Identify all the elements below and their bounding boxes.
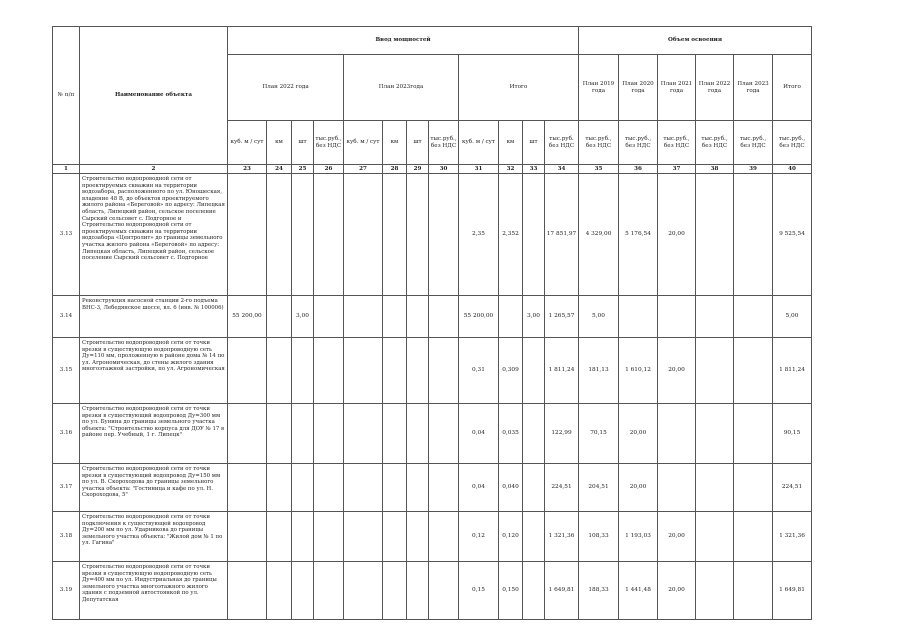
col-index: 37 <box>658 165 696 174</box>
funding-2021-header: План 2021 года <box>658 55 696 121</box>
col-index: 34 <box>545 165 579 174</box>
value-cell <box>314 174 344 296</box>
value-cell <box>407 296 429 338</box>
document-page <box>52 26 812 620</box>
value-cell: 1 321,36 <box>773 512 812 562</box>
value-cell <box>314 512 344 562</box>
value-cell <box>734 338 773 404</box>
value-cell <box>228 562 267 620</box>
value-cell: 55 200,00 <box>228 296 267 338</box>
value-cell <box>734 512 773 562</box>
table-row <box>53 174 812 296</box>
value-cell: 0,040 <box>499 464 523 512</box>
capacity-group-header: Ввод мощностей <box>228 27 579 55</box>
value-cell: 1 441,48 <box>619 562 658 620</box>
value-cell <box>383 464 407 512</box>
value-cell: 0,04 <box>459 464 499 512</box>
value-cell <box>292 404 314 464</box>
value-cell: 1 649,81 <box>545 562 579 620</box>
funding-total-header: Итого <box>773 55 812 121</box>
value-cell: 122,99 <box>545 404 579 464</box>
value-cell <box>523 404 545 464</box>
value-cell <box>696 464 734 512</box>
row-number: 3.17 <box>53 464 80 512</box>
value-cell <box>429 338 459 404</box>
table-row <box>53 562 812 620</box>
value-cell <box>734 464 773 512</box>
value-cell <box>267 562 292 620</box>
value-cell <box>383 174 407 296</box>
unit-rub: тыс.руб. без НДС <box>545 121 579 165</box>
value-cell <box>383 562 407 620</box>
value-cell <box>267 404 292 464</box>
value-cell <box>267 338 292 404</box>
value-cell: 224,51 <box>545 464 579 512</box>
value-cell <box>523 562 545 620</box>
unit-cub: куб. м / сут <box>459 121 499 165</box>
col-index: 23 <box>228 165 267 174</box>
unit-sht: шт <box>523 121 545 165</box>
value-cell <box>696 338 734 404</box>
value-cell <box>696 296 734 338</box>
plan-2023-header: План 2023года <box>344 55 459 121</box>
value-cell <box>344 464 383 512</box>
col-index: 24 <box>267 165 292 174</box>
value-cell <box>407 338 429 404</box>
value-cell <box>344 562 383 620</box>
unit-rub: тыс.руб., без НДС <box>658 121 696 165</box>
col-index: 29 <box>407 165 429 174</box>
funding-2019-header: План 2019 года <box>579 55 619 121</box>
value-cell: 0,035 <box>499 404 523 464</box>
unit-sht: шт <box>292 121 314 165</box>
total-capacity-header: Итого <box>459 55 579 121</box>
value-cell <box>407 404 429 464</box>
value-cell <box>429 296 459 338</box>
col-index: 28 <box>383 165 407 174</box>
value-cell: 0,309 <box>499 338 523 404</box>
value-cell <box>658 464 696 512</box>
value-cell <box>407 464 429 512</box>
value-cell <box>314 562 344 620</box>
value-cell: 0,31 <box>459 338 499 404</box>
unit-km: км <box>383 121 407 165</box>
value-cell <box>429 512 459 562</box>
value-cell: 0,15 <box>459 562 499 620</box>
value-cell <box>314 296 344 338</box>
col-index: 27 <box>344 165 383 174</box>
value-cell <box>314 464 344 512</box>
value-cell: 1 811,24 <box>545 338 579 404</box>
col-index: 26 <box>314 165 344 174</box>
value-cell <box>407 562 429 620</box>
table-row <box>53 338 812 404</box>
value-cell <box>314 338 344 404</box>
table-row <box>53 464 812 512</box>
unit-cub: куб. м / сут <box>228 121 267 165</box>
value-cell: 204,51 <box>579 464 619 512</box>
value-cell: 20,00 <box>658 562 696 620</box>
col-index: 36 <box>619 165 658 174</box>
value-cell <box>344 404 383 464</box>
value-cell: 5,00 <box>773 296 812 338</box>
unit-rub: тыс.руб., без НДС <box>696 121 734 165</box>
unit-km: км <box>267 121 292 165</box>
value-cell <box>228 174 267 296</box>
value-cell <box>228 404 267 464</box>
value-cell <box>734 174 773 296</box>
plan-2022-header: План 2022 года <box>228 55 344 121</box>
value-cell <box>383 512 407 562</box>
unit-rub: тыс.руб., без НДС <box>579 121 619 165</box>
value-cell <box>407 174 429 296</box>
value-cell <box>658 404 696 464</box>
row-number: 3.16 <box>53 404 80 464</box>
value-cell <box>499 296 523 338</box>
investment-table <box>52 26 812 620</box>
value-cell: 5,00 <box>579 296 619 338</box>
table-row <box>53 296 812 338</box>
value-cell <box>429 464 459 512</box>
value-cell <box>292 174 314 296</box>
row-number: 3.13 <box>53 174 80 296</box>
value-cell <box>292 338 314 404</box>
value-cell <box>292 512 314 562</box>
value-cell: 0,04 <box>459 404 499 464</box>
table-row <box>53 512 812 562</box>
funding-2022-header: План 2022 года <box>696 55 734 121</box>
value-cell <box>523 512 545 562</box>
value-cell: 1 811,24 <box>773 338 812 404</box>
row-number: 3.18 <box>53 512 80 562</box>
col-index: 35 <box>579 165 619 174</box>
value-cell: 3,00 <box>292 296 314 338</box>
value-cell: 0,12 <box>459 512 499 562</box>
table-row <box>53 404 812 464</box>
value-cell <box>696 562 734 620</box>
object-name: Строительство водопроводной сети от точки врезки в существующую водопроводную сеть Ду=110 мм, проложенную в районе дома № 14 по ул. Агрономическая, до стены жилого здания многоэтажной застройки, по ул. Агрономическая <box>80 338 228 404</box>
object-name: Строительство водопроводной сети от точки врезки в существующую водопроводную сеть Ду=400 мм по ул. Индустриальная до границы земельного участка многоэтажного жилого здания с подземной автостоянкой по ул. Депутатская <box>80 562 228 620</box>
value-cell <box>292 464 314 512</box>
value-cell <box>228 338 267 404</box>
value-cell <box>696 404 734 464</box>
unit-rub: тыс.руб., без НДС <box>734 121 773 165</box>
value-cell: 181,13 <box>579 338 619 404</box>
row-number: 3.14 <box>53 296 80 338</box>
value-cell <box>344 174 383 296</box>
value-cell <box>344 338 383 404</box>
value-cell: 2,35 <box>459 174 499 296</box>
value-cell <box>696 512 734 562</box>
funding-group-header: Объем освоения <box>579 27 812 55</box>
value-cell <box>407 512 429 562</box>
value-cell <box>383 338 407 404</box>
col-index: 1 <box>53 165 80 174</box>
funding-2020-header: План 2020 года <box>619 55 658 121</box>
col-index: 2 <box>80 165 228 174</box>
funding-2023-header: План 2023 года <box>734 55 773 121</box>
value-cell <box>734 562 773 620</box>
value-cell <box>658 296 696 338</box>
value-cell <box>314 404 344 464</box>
value-cell <box>383 404 407 464</box>
value-cell: 1 321,36 <box>545 512 579 562</box>
value-cell <box>429 404 459 464</box>
object-name: Реконструкция насосной станции 2-го подъема ВНС-3, Лебедянское шоссе, вл. 6 (инв. № 100006) <box>80 296 228 338</box>
object-name: Строительство водопроводной сети от точки врезки в существующий водопровод Ду=300 мм по ул. Бунина до границы земельного участка объекта: "Строительство корпуса для ДОУ № 17 в районе пер. Учебный, 1 г. Липецк" <box>80 404 228 464</box>
value-cell: 224,51 <box>773 464 812 512</box>
value-cell <box>292 562 314 620</box>
object-name: Строительство водопроводной сети от точки врезки в существующий водопровод Ду=150 мм по ул. В. Скороходова до границы земельного участка объекта: "Гостиница и кафе по ул. Н. Скороходова, 5" <box>80 464 228 512</box>
value-cell: 5 176,54 <box>619 174 658 296</box>
row-number: 3.15 <box>53 338 80 404</box>
unit-rub: тыс.руб., без НДС <box>773 121 812 165</box>
value-cell <box>523 174 545 296</box>
value-cell <box>267 464 292 512</box>
col-index: 25 <box>292 165 314 174</box>
col-name-header: Наименование объекта <box>80 27 228 165</box>
value-cell: 70,15 <box>579 404 619 464</box>
value-cell: 108,33 <box>579 512 619 562</box>
value-cell <box>429 562 459 620</box>
value-cell: 17 851,97 <box>545 174 579 296</box>
value-cell <box>267 174 292 296</box>
value-cell: 1 265,57 <box>545 296 579 338</box>
value-cell <box>619 296 658 338</box>
value-cell <box>383 296 407 338</box>
value-cell: 4 329,00 <box>579 174 619 296</box>
value-cell: 20,00 <box>619 464 658 512</box>
col-index: 38 <box>696 165 734 174</box>
value-cell: 55 200,00 <box>459 296 499 338</box>
unit-sht: шт <box>407 121 429 165</box>
value-cell <box>734 296 773 338</box>
value-cell: 20,00 <box>658 512 696 562</box>
value-cell <box>523 464 545 512</box>
col-index: 32 <box>499 165 523 174</box>
value-cell: 20,00 <box>658 174 696 296</box>
value-cell: 0,150 <box>499 562 523 620</box>
value-cell: 0,120 <box>499 512 523 562</box>
unit-rub: тыс.руб., без НДС <box>314 121 344 165</box>
value-cell: 1 193,03 <box>619 512 658 562</box>
value-cell <box>734 404 773 464</box>
unit-km: км <box>499 121 523 165</box>
col-number-header: № п/п <box>53 27 80 165</box>
col-index: 39 <box>734 165 773 174</box>
value-cell <box>429 174 459 296</box>
object-name: Строительство водопроводной сети от проектируемых скважин на территории водозабора, расположенного по ул. Юношеская, владение 48 В, до объектов проектируемого жилого района «Береговой» по адресу: Липецкая область, Липецкий район, сельское поселение Сырский сельсовет с. Подгорное и Строительство водопроводной сети от проектируемых скважин на территории водозабора «Центролит» до границы земельного участка жилого района «Береговой» по адресу: Липецкая область, Липецкий район, сельское поселение Сырский сельсовет с. Подгорное <box>80 174 228 296</box>
col-index: 31 <box>459 165 499 174</box>
value-cell <box>523 338 545 404</box>
value-cell: 188,33 <box>579 562 619 620</box>
unit-rub: тыс.руб., без НДС <box>619 121 658 165</box>
col-index: 33 <box>523 165 545 174</box>
value-cell <box>696 174 734 296</box>
value-cell: 1 649,81 <box>773 562 812 620</box>
value-cell <box>267 512 292 562</box>
col-index: 30 <box>429 165 459 174</box>
value-cell: 1 610,12 <box>619 338 658 404</box>
col-index: 40 <box>773 165 812 174</box>
value-cell: 20,00 <box>658 338 696 404</box>
unit-cub: куб. м / сут <box>344 121 383 165</box>
value-cell: 90,15 <box>773 404 812 464</box>
value-cell <box>267 296 292 338</box>
value-cell: 20,00 <box>619 404 658 464</box>
value-cell <box>344 512 383 562</box>
value-cell: 9 525,54 <box>773 174 812 296</box>
value-cell <box>344 296 383 338</box>
unit-rub: тыс.руб., без НДС <box>429 121 459 165</box>
value-cell: 2,352 <box>499 174 523 296</box>
row-number: 3.19 <box>53 562 80 620</box>
value-cell <box>228 512 267 562</box>
object-name: Строительство водопроводной сети от точки подключения к существующей водопровод Ду=200 мм по ул. Ударникова до границы земельного участка объекта: "Жилой дом № 1 по ул. Гагина" <box>80 512 228 562</box>
value-cell: 3,00 <box>523 296 545 338</box>
value-cell <box>228 464 267 512</box>
